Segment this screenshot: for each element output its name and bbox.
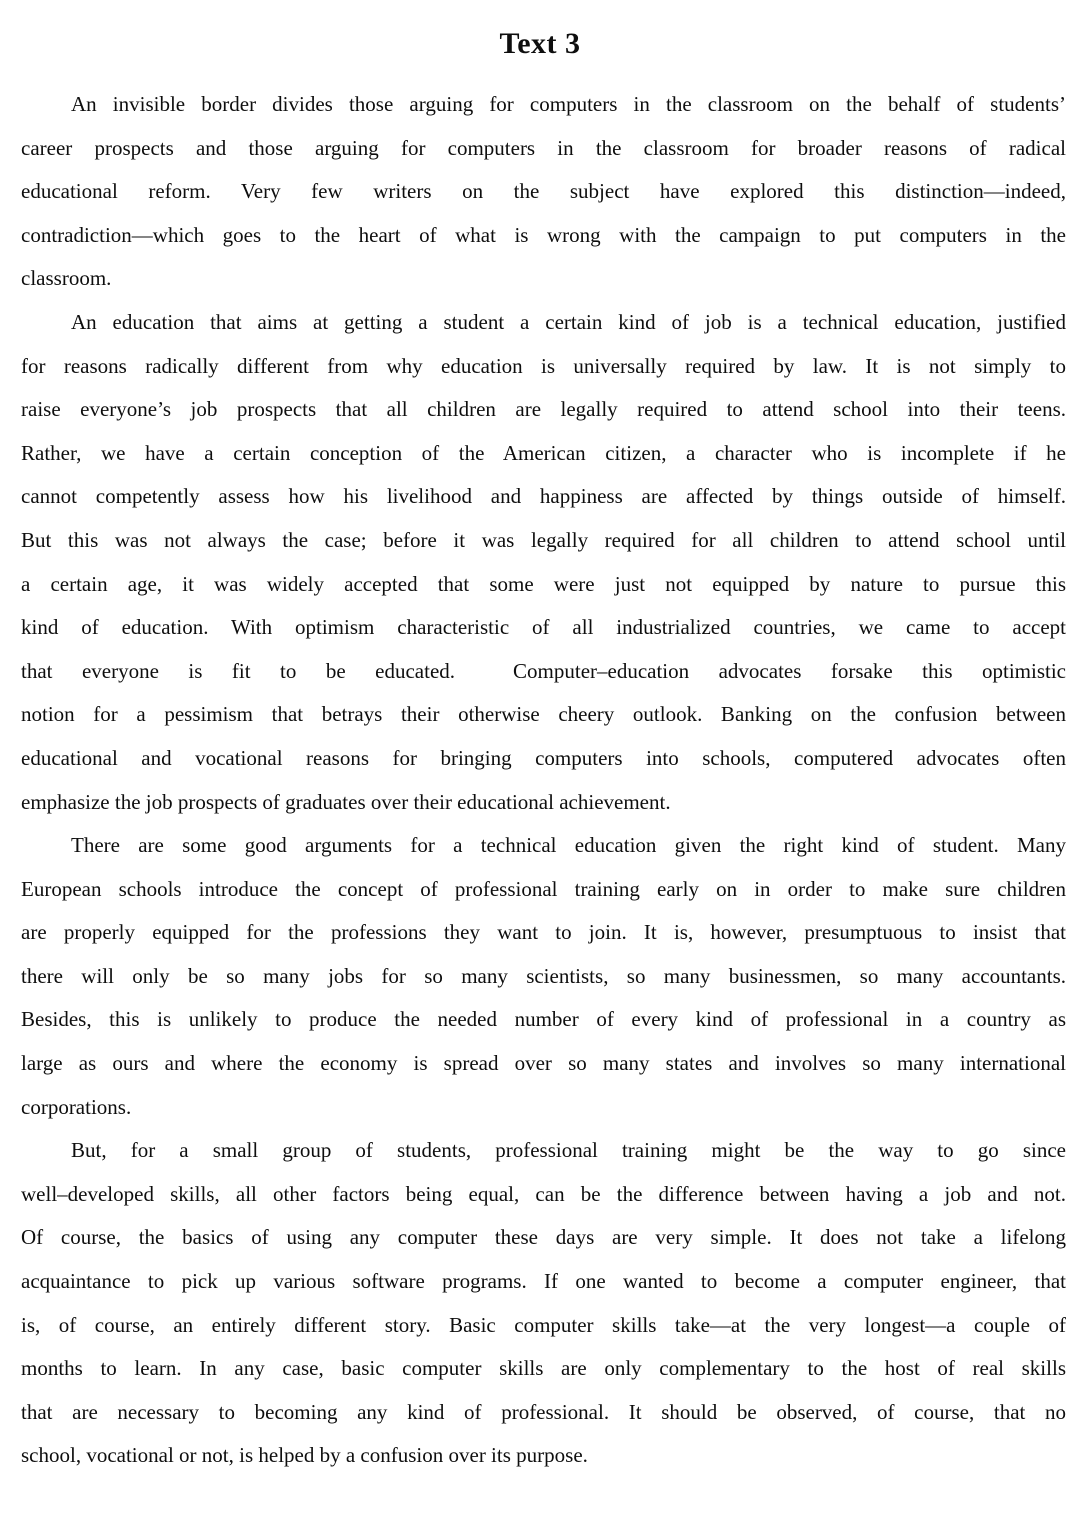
text-line: months to learn. In any case, basic computer skills are only complementary to the host of real skills xyxy=(21,1356,1066,1381)
text-line: school, vocational or not, is helped by a confusion over its purpose. xyxy=(21,1443,588,1468)
passage-title: Text 3 xyxy=(499,27,581,60)
text-line: raise everyone’s job prospects that all children are legally required to attend school into their teens. xyxy=(21,397,1066,422)
text-line: Rather, we have a certain conception of the American citizen, a character who is incomplete if he xyxy=(21,440,1066,465)
text-line: well–developed skills, all other factors being equal, can be the difference between having a job and not. xyxy=(21,1181,1066,1206)
text-line: career prospects and those arguing for computers in the classroom for broader reasons of radical xyxy=(21,135,1066,160)
text-line: An invisible border divides those arguing for computers in the classroom on the behalf of students’ xyxy=(71,92,1066,116)
text-line: acquaintance to pick up various software programs. If one wanted to become a computer engineer, that xyxy=(21,1269,1066,1294)
text-line: Besides, this is unlikely to produce the needed number of every kind of professional in a country as xyxy=(21,1007,1066,1032)
text-line-with-gap xyxy=(21,650,1066,694)
text-line: classroom. xyxy=(21,266,112,291)
text-line: cannot competently assess how his livelihood and happiness are affected by things outside of himself. xyxy=(21,484,1066,509)
text-line: notion for a pessimism that betrays their otherwise cheery outlook. Banking on the confusion between xyxy=(21,702,1066,727)
text-line: Of course, the basics of using any computer these days are very simple. It does not take a lifelong xyxy=(21,1225,1066,1250)
text-line: An education that aims at getting a student a certain kind of job is a technical education, justified xyxy=(71,309,1066,334)
text-line: But this was not always the case; before it was legally required for all children to attend school until xyxy=(21,527,1066,552)
paragraph-4 xyxy=(21,1129,1066,1478)
passage-body xyxy=(0,62,1080,1478)
text-line: there will only be so many jobs for so many scientists, so many businessmen, so many accountants. xyxy=(21,963,1066,988)
paragraph-2 xyxy=(21,301,1066,824)
text-line: contradiction—which goes to the heart of what is wrong with the campaign to put computers in the xyxy=(21,222,1066,247)
text-line: emphasize the job prospects of graduates over their educational achievement. xyxy=(21,789,671,814)
text-line: is, of course, an entirely different story. Basic computer skills take—at the very longest—a couple of xyxy=(21,1312,1066,1337)
text-line: There are some good arguments for a technical education given the right kind of student. Many xyxy=(71,833,1066,858)
text-line: kind of education. With optimism characteristic of all industrialized countries, we came to accept xyxy=(21,615,1066,640)
text-segment: that everyone is fit to be educated. xyxy=(21,658,456,683)
text-line: educational and vocational reasons for bringing computers into schools, computered advocates often xyxy=(21,745,1066,770)
text-line: are properly equipped for the professions they want to join. It is, however, presumptuous to insist that xyxy=(21,920,1066,945)
text-line: for reasons radically different from why education is universally required by law. It is not simply to xyxy=(21,353,1066,378)
text-line: educational reform. Very few writers on the subject have explored this distinction—indeed, xyxy=(21,179,1066,204)
text-line: But, for a small group of students, professional training might be the way to go since xyxy=(71,1138,1066,1163)
paragraph-3 xyxy=(21,824,1066,1129)
text-line: European schools introduce the concept of professional training early on in order to make sure children xyxy=(21,876,1066,901)
text-line: corporations. xyxy=(21,1094,132,1119)
text-line: that are necessary to becoming any kind of professional. It should be observed, of course, that no xyxy=(21,1399,1066,1424)
text-segment: Computer–education advocates forsake this optimistic xyxy=(513,658,1066,683)
text-line: a certain age, it was widely accepted that some were just not equipped by nature to pursue this xyxy=(21,571,1066,596)
text-line: large as ours and where the economy is spread over so many states and involves so many international xyxy=(21,1051,1066,1076)
paragraph-1 xyxy=(21,83,1066,301)
